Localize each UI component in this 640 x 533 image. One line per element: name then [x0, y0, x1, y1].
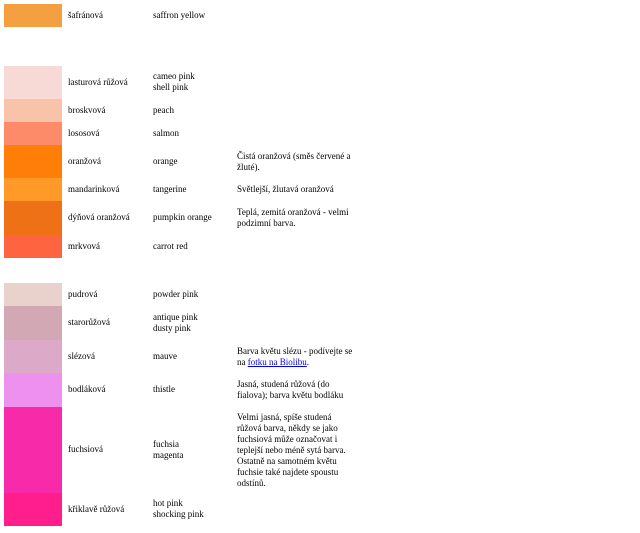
color-row	[0, 283, 640, 306]
color-row	[0, 201, 640, 235]
color-note: Teplá, zemitá oranžová - velmi podzimní barva.	[237, 207, 349, 228]
color-note: Jasná, studená růžová (do fialova); barva květu bodláku	[237, 379, 344, 400]
czech-name: fuchsiová	[68, 444, 103, 454]
english-name: peach	[153, 105, 174, 115]
english-name: pumpkin orange	[153, 212, 212, 222]
czech-name: křiklavě růžová	[68, 504, 125, 514]
english-name: powder pink	[153, 289, 199, 299]
english-name: orange	[153, 156, 178, 166]
color-row	[0, 99, 640, 122]
czech-name: mrkvová	[68, 241, 100, 251]
color-row	[0, 178, 640, 201]
color-row	[0, 407, 640, 493]
czech-name: lasturová růžová	[68, 77, 128, 87]
color-row	[0, 306, 640, 340]
color-row	[0, 340, 640, 373]
color-swatch	[4, 340, 62, 373]
color-note: Barva květu slézu - podívejte se na fotku na Biolibu.	[237, 346, 353, 367]
czech-name: dýňová oranžová	[68, 212, 130, 222]
color-swatch	[4, 122, 62, 145]
color-swatch	[4, 373, 62, 407]
color-swatch	[4, 201, 62, 235]
color-row	[0, 122, 640, 145]
color-swatch	[4, 4, 62, 27]
color-swatch	[4, 235, 62, 258]
czech-name: šafránová	[68, 10, 103, 20]
biolib-photo-link[interactable]: fotku na Biolibu	[247, 357, 307, 367]
english-name: carrot red	[153, 241, 188, 251]
color-swatch	[4, 493, 62, 526]
czech-name: mandarinková	[68, 184, 120, 194]
english-name: antique pink dusty pink	[153, 312, 198, 333]
color-swatch	[4, 407, 62, 493]
color-row	[0, 235, 640, 258]
english-name: thistle	[153, 384, 175, 394]
color-row	[0, 493, 640, 526]
english-name: fuchsia magenta	[153, 439, 184, 460]
color-swatch	[4, 145, 62, 178]
english-name: saffron yellow	[153, 10, 206, 20]
color-swatch	[4, 306, 62, 340]
english-name: tangerine	[153, 184, 187, 194]
english-name: hot pink shocking pink	[153, 498, 204, 519]
czech-name: broskvová	[68, 105, 106, 115]
english-name: cameo pink shell pink	[153, 71, 195, 92]
color-note: Čistá oranžová (směs červené a žluté).	[237, 151, 351, 172]
english-name: salmon	[153, 128, 179, 138]
czech-name: lososová	[68, 128, 100, 138]
czech-name: starorůžová	[68, 317, 110, 327]
color-note: Světlejší, žlutavá oranžová	[237, 184, 334, 194]
color-note: Velmi jasná, spíše studená růžová barva, někdy se jako fuchsiová může označovat i teplejší nebo méně sytá barva. Ostatně na samotném květu fuchsie také najdete spoustu odstínů.	[237, 412, 346, 488]
color-row	[0, 4, 640, 27]
czech-name: slézová	[68, 351, 95, 361]
czech-name: oranžová	[68, 156, 101, 166]
czech-name: pudrová	[68, 289, 98, 299]
color-swatch	[4, 283, 62, 306]
english-name: mauve	[153, 351, 177, 361]
color-row	[0, 66, 640, 99]
color-row	[0, 373, 640, 407]
color-swatch	[4, 66, 62, 99]
color-swatch	[4, 178, 62, 201]
color-swatch	[4, 99, 62, 122]
czech-name: bodláková	[68, 384, 106, 394]
color-row	[0, 145, 640, 178]
